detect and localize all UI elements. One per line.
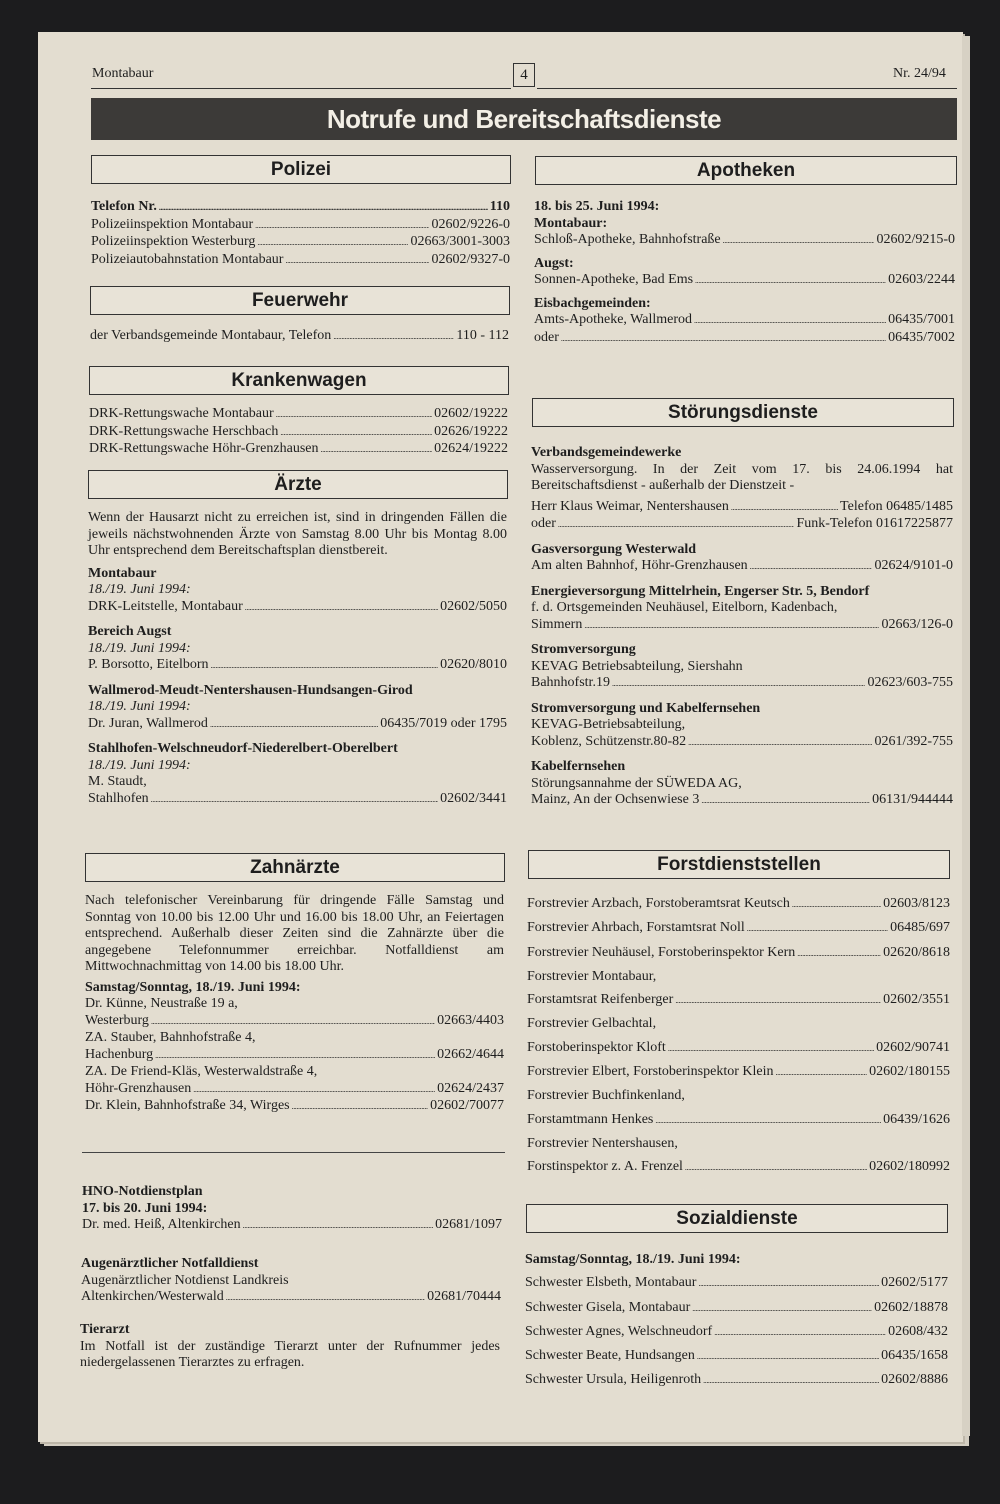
- dentist-address: ZA. De Friend-Kläs, Westerwaldstraße 4,: [85, 1064, 318, 1079]
- entry-label: Schwester Agnes, Welschneudorf: [525, 1323, 713, 1339]
- dot-leader: [333, 329, 454, 346]
- list-item: [88, 599, 507, 617]
- list-item: [534, 232, 955, 250]
- phone-number: 06435/7002: [888, 329, 955, 345]
- phone-number: 02662/4644: [437, 1046, 504, 1062]
- entry-label: Polizeiinspektion Westerburg: [91, 234, 256, 249]
- dot-leader: [159, 200, 488, 217]
- page-number: 4: [513, 63, 535, 87]
- entry-label: Sonnen-Apotheke, Bad Ems: [534, 272, 694, 287]
- list-item: [527, 1155, 950, 1179]
- phone-number: 02603/2244: [888, 272, 955, 287]
- hno-title: HNO-Notdienstplan: [82, 1184, 203, 1199]
- entry-label: Stahlhofen: [88, 790, 149, 806]
- tierarzt-text: Im Notfall ist der zuständige Tierarzt unter der Rufnummer jedes niedergelassenen Tierarztes zu erfragen.: [80, 1338, 500, 1370]
- dot-leader: [703, 1369, 879, 1392]
- phone-number: 02602/70077: [430, 1098, 504, 1113]
- forst-list: [527, 892, 950, 1180]
- page-banner: Notrufe und Bereitschaftsdienste: [91, 98, 957, 140]
- dentist-address: Dr. Künne, Neustraße 19 a,: [85, 996, 238, 1011]
- list-item: [89, 441, 508, 459]
- dot-leader: [797, 942, 881, 965]
- list-item: [89, 424, 508, 442]
- entry-label: Schwester Ursula, Heiligenroth: [525, 1372, 702, 1388]
- entry-label: DRK-Leitstelle, Montabaur: [88, 598, 243, 614]
- section-title-zahnaerzte: Zahnärzte: [85, 853, 505, 882]
- entry-label: Simmern: [531, 616, 583, 632]
- phone-number: 06439/1626: [883, 1111, 950, 1127]
- phone-number: 02602/9327-0: [431, 251, 510, 267]
- list-item: [91, 199, 510, 217]
- list-item: [534, 330, 955, 348]
- service-text: KEVAG-Betriebsabteilung,: [531, 717, 686, 732]
- entry-label: Polizeiinspektion Montabaur: [91, 216, 254, 232]
- dot-leader: [210, 717, 378, 734]
- entry-label: Koblenz, Schützenstr.80-82: [531, 733, 687, 749]
- tierarzt-title: Tierarzt: [80, 1322, 130, 1337]
- service-text: KEVAG Betriebsabteilung, Siershahn: [531, 658, 743, 674]
- list-item: [527, 916, 950, 940]
- dot-leader: [675, 989, 881, 1012]
- list-item: [88, 791, 507, 809]
- list-item: [85, 1047, 504, 1065]
- entry-label: Forstamtsrat Reifenberger: [527, 992, 674, 1008]
- phone-number: 02602/18878: [874, 1299, 948, 1315]
- phone-number: 02603/8123: [883, 896, 950, 911]
- dot-leader: [776, 1061, 868, 1084]
- dot-leader: [285, 253, 429, 270]
- entry-label: Schwester Beate, Hundsangen: [525, 1348, 695, 1364]
- phone-number: 02623/603-755: [867, 675, 953, 690]
- section-title-stoerungsdienste: Störungsdienste: [532, 398, 954, 427]
- service-heading: Kabelfernsehen: [531, 759, 626, 774]
- phone-number: 02602/5177: [881, 1275, 948, 1291]
- dot-leader: [211, 658, 439, 675]
- entry-label: DRK-Rettungswache Herschbach: [89, 423, 279, 439]
- phone-number: 02624/19222: [434, 441, 508, 456]
- dot-leader: [612, 676, 865, 693]
- dot-leader: [747, 917, 888, 940]
- krankenwagen-list: [89, 406, 508, 459]
- dot-leader: [688, 735, 872, 752]
- section-title-polizei: Polizei: [91, 155, 511, 184]
- entry-label: oder: [534, 329, 559, 345]
- list-item: [85, 1081, 504, 1099]
- entry-label: DRK-Rettungswache Höhr-Grenzhausen: [89, 441, 319, 456]
- list-item: [531, 516, 953, 534]
- service-heading: Stromversorgung und Kabelfernsehen: [531, 700, 761, 716]
- dot-leader: [714, 1321, 886, 1344]
- list-item: [85, 1013, 504, 1031]
- service-heading: Verbandsgemeindewerke: [531, 445, 682, 460]
- dot-leader: [692, 1297, 872, 1320]
- section-title-sozialdienste: Sozialdienste: [526, 1204, 948, 1233]
- apotheken-section: [534, 199, 955, 347]
- phone-number: 02608/432: [888, 1323, 948, 1339]
- dot-leader: [701, 793, 870, 810]
- augen-title: Augenärztlicher Notfalldienst: [81, 1256, 259, 1271]
- entry-label: Westerburg: [85, 1012, 149, 1028]
- dot-leader: [280, 425, 432, 442]
- phone-number: Funk-Telefon 01617225877: [796, 516, 953, 531]
- phone-number: 02663/3001-3003: [410, 234, 510, 249]
- list-item: [527, 988, 950, 1012]
- forest-district: Forstrevier Buchfinkenland,: [527, 1088, 685, 1104]
- dot-leader: [151, 792, 438, 809]
- phone-number: 06435/7001: [888, 312, 955, 327]
- list-item: [91, 217, 510, 235]
- phone-number: 02602/9226-0: [431, 216, 510, 232]
- phone-number: 02602/8886: [881, 1372, 948, 1388]
- dot-leader: [243, 1218, 433, 1235]
- dot-leader: [685, 1156, 867, 1179]
- phone-number: 02602/180992: [869, 1159, 950, 1175]
- phone-number: 110 - 112: [456, 328, 509, 343]
- list-item: [525, 1344, 948, 1368]
- feuerwehr-info: [90, 328, 509, 346]
- phone-number: 02624/2437: [437, 1080, 504, 1096]
- sozial-list: [525, 1248, 948, 1393]
- forest-district: Forstrevier Gelbachtal,: [527, 1016, 657, 1032]
- area-heading: Wallmerod-Meudt-Nentershausen-Hundsangen-Girod: [88, 682, 413, 698]
- header-rule-left: [91, 88, 511, 89]
- entry-label: Amts-Apotheke, Wallmerod: [534, 312, 693, 327]
- date-line: Samstag/Sonntag, 18./19. Juni 1994:: [85, 979, 301, 995]
- service-heading: Energieversorgung Mittelrhein, Engerser Str. 5, Bendorf: [531, 583, 870, 599]
- dot-leader: [292, 1099, 429, 1116]
- dot-leader: [731, 500, 838, 517]
- service-text: Störungsannahme der SÜWEDA AG,: [531, 775, 742, 791]
- entry-label: Dr. Juran, Wallmerod: [88, 715, 208, 731]
- list-item: [531, 734, 953, 752]
- aerzte-section: [88, 510, 507, 808]
- phone-number: 02602/180155: [869, 1064, 950, 1080]
- list-item: [89, 406, 508, 424]
- phone-number: 02602/90741: [876, 1039, 950, 1055]
- tierarzt-section: [80, 1322, 500, 1372]
- dot-leader: [276, 407, 432, 424]
- entry-label: Schwester Gisela, Montabaur: [525, 1299, 691, 1315]
- section-title-krankenwagen: Krankenwagen: [89, 366, 509, 395]
- entry-label: der Verbandsgemeinde Montabaur, Telefon: [90, 328, 332, 343]
- list-item: [85, 1098, 504, 1116]
- phone-number: 0261/392-755: [874, 733, 953, 749]
- list-item: [91, 252, 510, 270]
- entry-label: Hachenburg: [85, 1046, 154, 1062]
- entry-label: Dr. Klein, Bahnhofstraße 34, Wirges: [85, 1098, 290, 1113]
- phone-number: 02620/8010: [440, 657, 507, 672]
- dot-leader: [695, 273, 886, 290]
- zahnaerzte-section: [85, 893, 504, 1116]
- augen-line: Augenärztlicher Notdienst Landkreis: [81, 1272, 289, 1288]
- phone-number: Telefon 06485/1485: [840, 498, 953, 514]
- phone-number: 02624/9101-0: [874, 558, 953, 573]
- list-item: [88, 716, 507, 734]
- phone-number: 06435/1658: [881, 1348, 948, 1364]
- entry-label: Mainz, An der Ochsenwiese 3: [531, 792, 700, 807]
- hno-section: [82, 1184, 502, 1235]
- phone-number: 02626/19222: [434, 423, 508, 439]
- dot-leader: [226, 1290, 425, 1307]
- service-heading: Gasversorgung Westerwald: [531, 541, 697, 557]
- entry-label: Herr Klaus Weimar, Nentershausen: [531, 498, 729, 514]
- list-item: [525, 1368, 948, 1392]
- section-title-aerzte: Ärzte: [88, 470, 508, 499]
- phone-number: 02602/5050: [440, 598, 507, 614]
- dot-leader: [655, 1109, 881, 1132]
- list-item: [531, 617, 953, 635]
- list-item: [527, 1060, 950, 1084]
- dot-leader: [245, 600, 438, 617]
- entry-label: Telefon Nr.: [91, 199, 157, 214]
- area-heading: Bereich Augst: [88, 624, 172, 639]
- list-item: [534, 312, 955, 330]
- list-item: [527, 892, 950, 916]
- dot-leader: [668, 1037, 874, 1060]
- dot-leader: [698, 1272, 879, 1295]
- forest-district: Forstrevier Nentershausen,: [527, 1135, 678, 1151]
- section-title-feuerwehr: Feuerwehr: [90, 286, 510, 315]
- issue-number: Nr. 24/94: [893, 66, 946, 81]
- date-line: 18./19. Juni 1994:: [88, 757, 191, 773]
- phone-number: 02681/70444: [427, 1289, 501, 1304]
- dot-leader: [151, 1014, 435, 1031]
- phone-number: 06485/697: [890, 920, 950, 936]
- entry-label: Schloß-Apotheke, Bahnhofstraße: [534, 232, 721, 247]
- phone-number: 02602/3551: [883, 992, 950, 1008]
- stoerung-section: [531, 445, 953, 810]
- phone-number: 06435/7019 oder 1795: [380, 715, 507, 731]
- forest-district: Forstrevier Montabaur,: [527, 968, 657, 984]
- service-text: f. d. Ortsgemeinden Neuhäusel, Eitelborn, Kadenbach,: [531, 600, 838, 615]
- entry-label: Forstrevier Arzbach, Forstoberamtsrat Keutsch: [527, 896, 790, 911]
- section-title-forstdienststellen: Forstdienststellen: [528, 850, 950, 879]
- service-heading: Stromversorgung: [531, 642, 636, 657]
- list-item: [531, 792, 953, 810]
- polizei-list: [91, 199, 510, 269]
- zahnaerzte-intro: Nach telefonischer Vereinbarung für dringende Fälle Samstag und Sonntag von 10.00 bis 12.00 Uhr und 16.00 bis 18.00 Uhr, an Feiertagen entsprechend. Außerhalb dieser Zeiten sind die Zahnärzte über die angegebene Telefonnummer erreichbar. Notfalldienst am Mittwochnachmittag von 14.00 bis 18.00 Uhr.: [85, 893, 504, 974]
- list-item: [82, 1217, 502, 1235]
- phone-number: 110: [489, 199, 510, 214]
- date-line: 18./19. Juni 1994:: [88, 582, 191, 597]
- phone-number: 02681/1097: [435, 1217, 502, 1232]
- phone-number: 02620/8618: [883, 944, 950, 960]
- list-item: [531, 558, 953, 576]
- dot-leader: [255, 218, 429, 235]
- area-heading: Eisbachgemeinden:: [534, 295, 651, 311]
- list-item: [531, 499, 953, 517]
- dot-leader: [155, 1048, 435, 1065]
- date-line: 18./19. Juni 1994:: [88, 640, 191, 656]
- entry-label: Forstrevier Neuhäusel, Forstoberinspektor Kern: [527, 944, 796, 960]
- phone-number: 02602/3441: [440, 790, 507, 806]
- phone-number: 02663/4403: [437, 1012, 504, 1028]
- entry-label: Polizeiautobahnstation Montabaur: [91, 251, 284, 267]
- phone-number: 06131/944444: [872, 792, 953, 807]
- list-item: [81, 1289, 501, 1307]
- dot-leader: [792, 893, 881, 916]
- entry-label: P. Borsotto, Eitelborn: [88, 657, 209, 672]
- dot-leader: [584, 618, 879, 635]
- entry-label: oder: [531, 516, 556, 531]
- section-title-apotheken: Apotheken: [535, 156, 957, 185]
- area-heading: Montabaur:: [534, 215, 608, 231]
- dot-leader: [193, 1082, 435, 1099]
- entry-label: Bahnhofstr.19: [531, 675, 610, 690]
- list-item: [90, 328, 509, 346]
- header-rule-right: [537, 88, 957, 89]
- entry-label: Altenkirchen/Westerwald: [81, 1289, 224, 1304]
- entry-label: Forstrevier Elbert, Forstoberinspektor Klein: [527, 1064, 774, 1080]
- area-heading: Montabaur: [88, 565, 157, 581]
- list-item: [91, 234, 510, 252]
- list-item: [534, 272, 955, 290]
- area-heading: Stahlhofen-Welschneudorf-Niederelbert-Oberelbert: [88, 741, 398, 756]
- augen-section: [81, 1256, 501, 1307]
- list-item: [525, 1296, 948, 1320]
- entry-label: Forstinspektor z. A. Frenzel: [527, 1159, 683, 1175]
- dot-leader: [694, 313, 886, 330]
- dentist-address: ZA. Stauber, Bahnhofstraße 4,: [85, 1030, 256, 1045]
- dot-leader: [558, 517, 795, 534]
- running-head-left: Montabaur: [92, 66, 154, 81]
- list-item: [527, 1036, 950, 1060]
- phone-number: 02602/9215-0: [876, 232, 955, 247]
- entry-label: Forstamtmann Henkes: [527, 1111, 654, 1127]
- service-text: Wasserversorgung. In der Zeit vom 17. bis 24.06.1994 hat Bereitschaftsdienst - außerhalb der Dienstzeit -: [531, 461, 953, 493]
- aerzte-intro: Wenn der Hausarzt nicht zu erreichen ist, sind in dringenden Fällen die jeweils nächstwohnenden Ärzte von Samstag 8.00 Uhr bis Montag 8.00 Uhr entsprechend dem Bereitschaftsplan dienstbereit.: [88, 510, 507, 558]
- dot-leader: [750, 559, 873, 576]
- entry-label: Höhr-Grenzhausen: [85, 1080, 192, 1096]
- date-line: 18. bis 25. Juni 1994:: [534, 199, 660, 214]
- dot-leader: [723, 233, 875, 250]
- dot-leader: [697, 1345, 879, 1368]
- entry-label: Dr. med. Heiß, Altenkirchen: [82, 1217, 241, 1232]
- entry-label: Am alten Bahnhof, Höhr-Grenzhausen: [531, 558, 748, 573]
- doctor-name: M. Staudt,: [88, 774, 147, 789]
- entry-label: Forstrevier Ahrbach, Forstamtsrat Noll: [527, 920, 745, 936]
- list-item: [525, 1271, 948, 1295]
- list-item: [531, 675, 953, 693]
- phone-number: 02602/19222: [434, 406, 508, 421]
- list-item: [88, 657, 507, 675]
- dot-leader: [561, 331, 886, 348]
- dot-leader: [257, 235, 408, 252]
- date-line: Samstag/Sonntag, 18./19. Juni 1994:: [525, 1252, 741, 1267]
- date-line: 18./19. Juni 1994:: [88, 699, 191, 714]
- list-item: [527, 941, 950, 965]
- list-item: [527, 1108, 950, 1132]
- area-heading: Augst:: [534, 255, 574, 271]
- phone-number: 02663/126-0: [881, 616, 953, 632]
- entry-label: Schwester Elsbeth, Montabaur: [525, 1275, 697, 1291]
- section-divider: [82, 1152, 505, 1153]
- entry-label: Forstoberinspektor Kloft: [527, 1039, 666, 1055]
- dot-leader: [320, 442, 432, 459]
- date-line: 17. bis 20. Juni 1994:: [82, 1200, 208, 1216]
- entry-label: DRK-Rettungswache Montabaur: [89, 406, 274, 421]
- list-item: [525, 1320, 948, 1344]
